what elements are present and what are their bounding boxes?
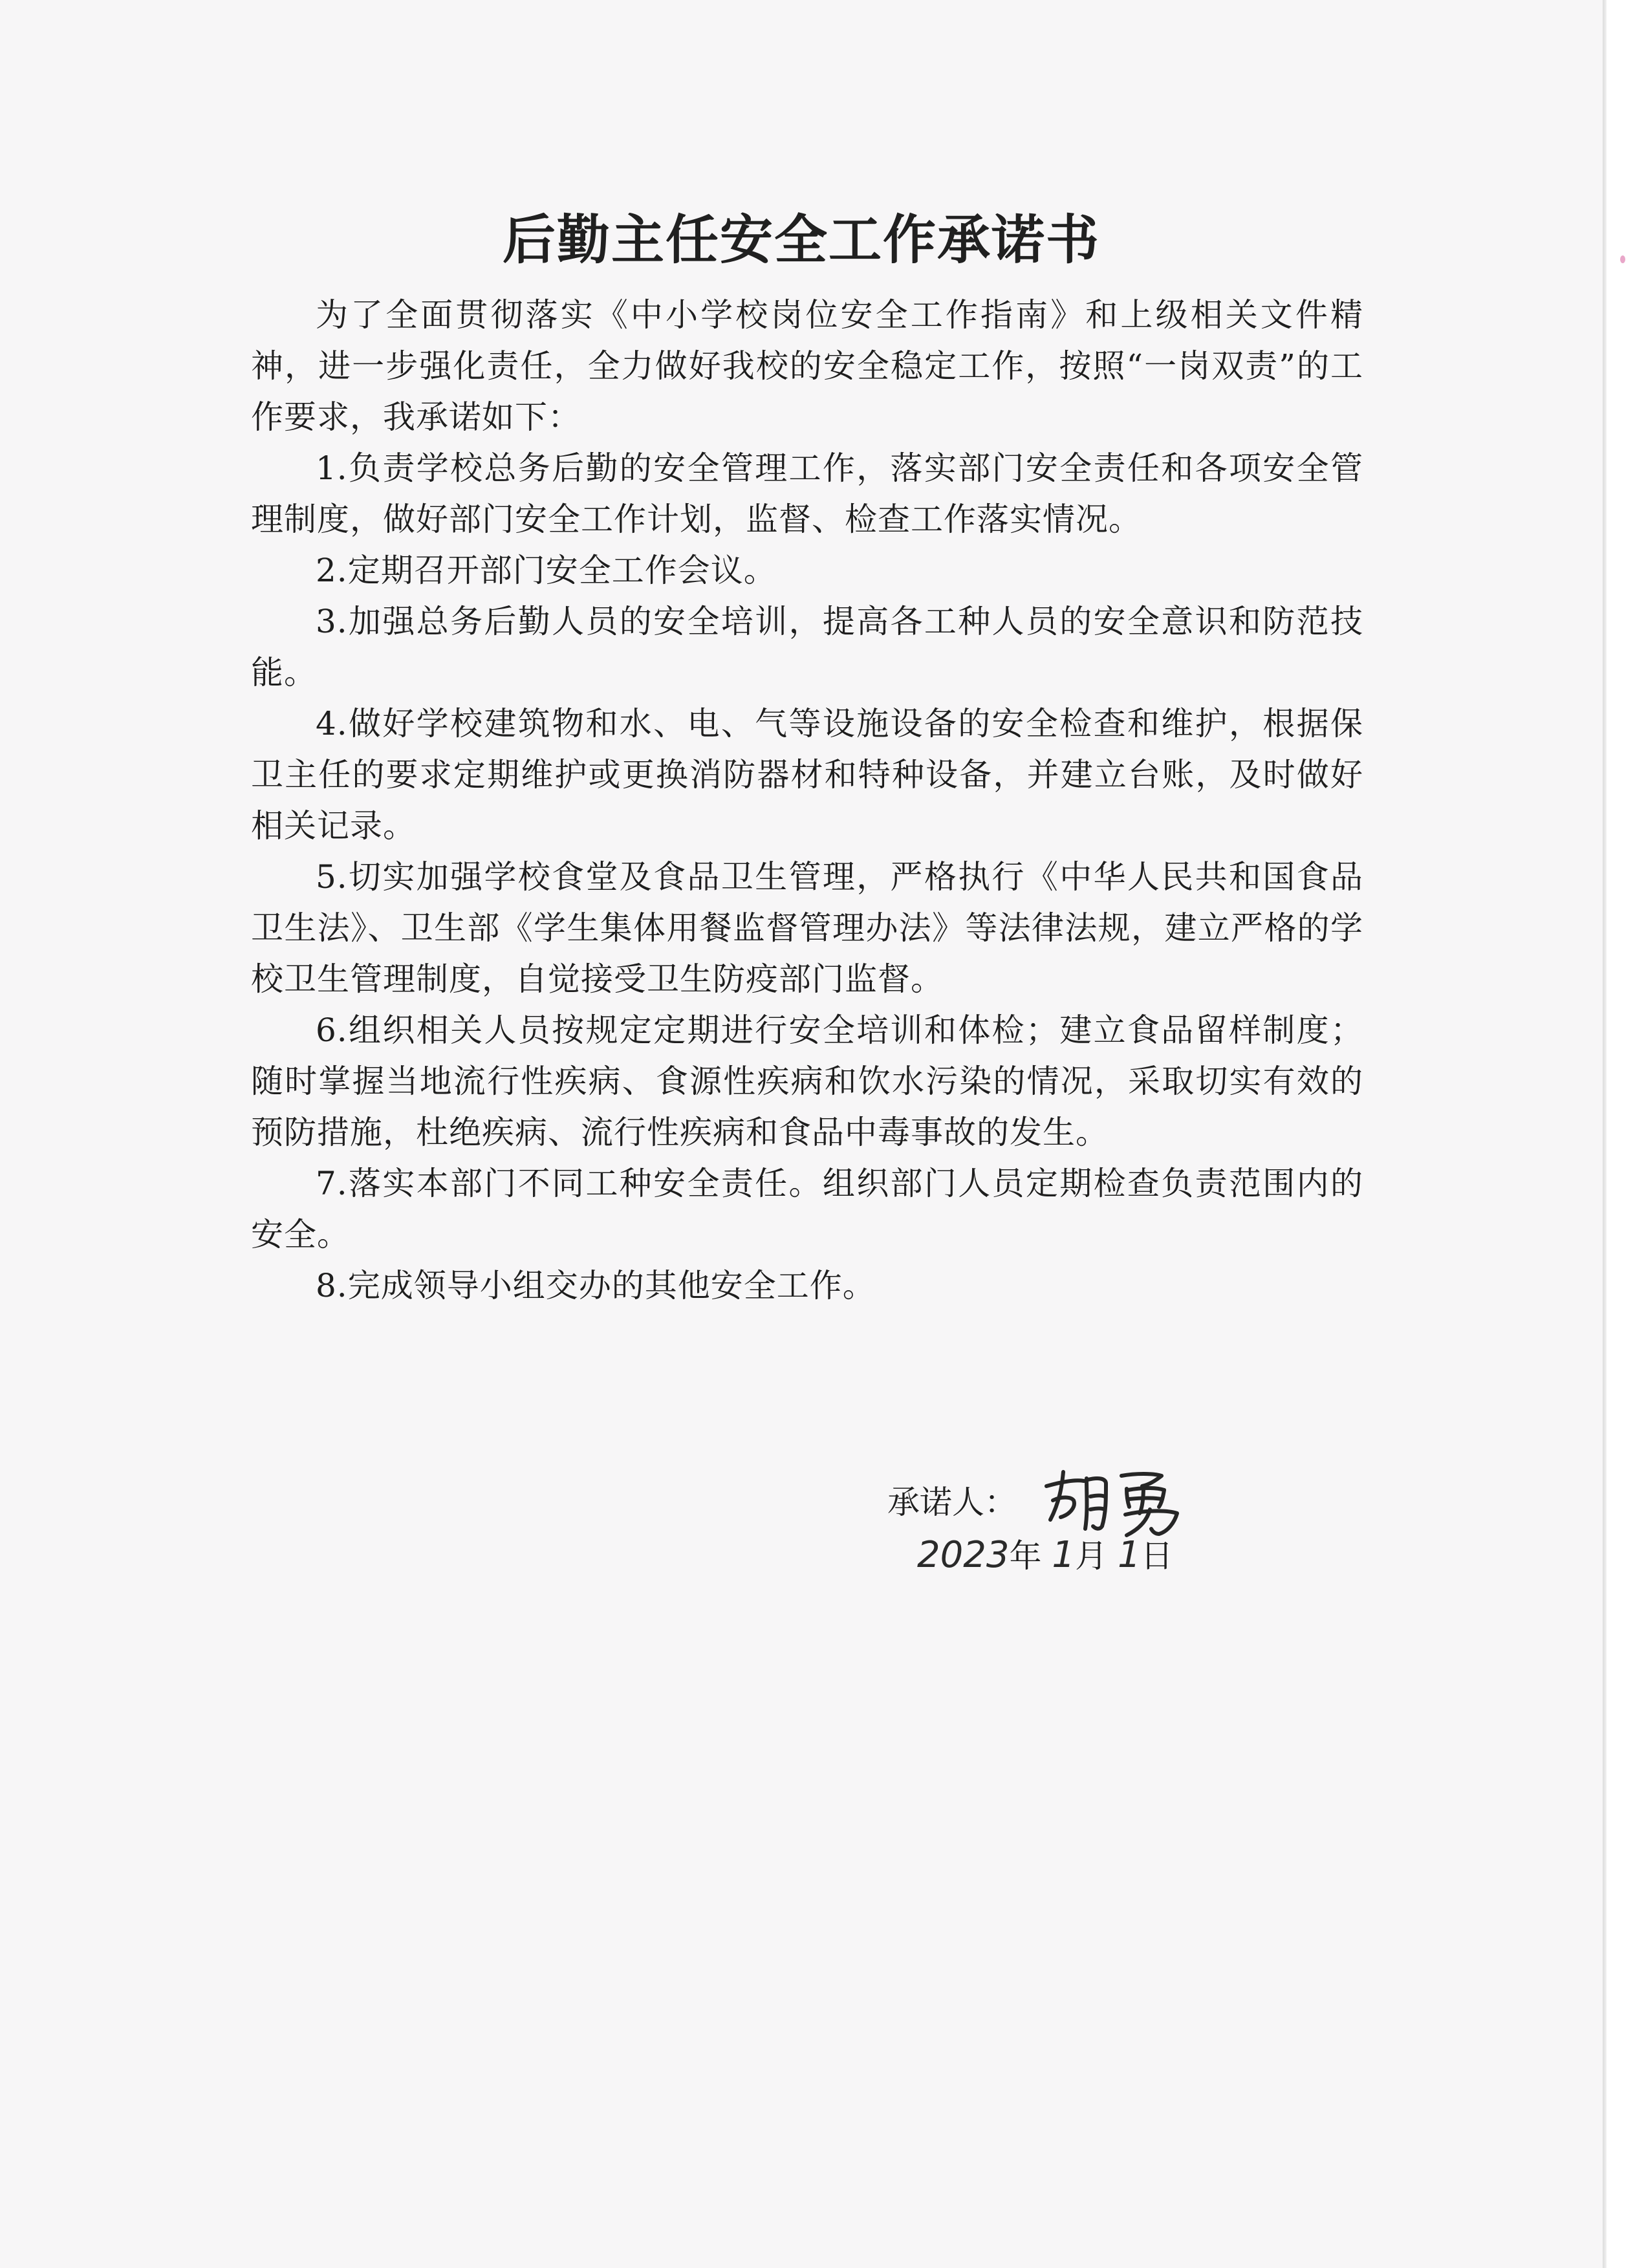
commitment-item-5: 5.切实加强学校食堂及食品卫生管理，严格执行《中华人民共和国食品卫生法》、卫生部《学生集体用餐监督管理办法》等法律法规，建立严格的学校卫生管理制度，自觉接受卫生防疫部门监督。 <box>251 858 1363 998</box>
commitment-item-1: 1.负责学校总务后勤的安全管理工作，落实部门安全责任和各项安全管理制度，做好部门安全工作计划，监督、检查工作落实情况。 <box>251 449 1363 538</box>
commitment-item-6: 6.组织相关人员按规定定期进行安全培训和体检；建立食品留样制度；随时掌握当地流行性疾病、食源性疾病和饮水污染的情况，采取切实有效的预防措施，杜绝疾病、流行性疾病和食品中毒事故的发生。 <box>251 1011 1363 1151</box>
signing-date <box>917 1533 1173 1579</box>
handwritten-signature <box>1039 1467 1187 1538</box>
date-month-suffix: 月 <box>1075 1537 1108 1575</box>
ink-smudge <box>1620 255 1625 263</box>
document-title: 后勤主任安全工作承诺书 <box>502 210 1100 271</box>
commitment-item-3: 3.加强总务后勤人员的安全培训，提高各工种人员的安全意识和防范技能。 <box>251 603 1363 691</box>
commitment-item-4: 4.做好学校建筑物和水、电、气等设施设备的安全检查和维护，根据保卫主任的要求定期维护或更换消防器材和特种设备，并建立台账，及时做好相关记录。 <box>251 705 1363 845</box>
date-year: 2023 <box>917 1534 1010 1576</box>
date-year-suffix: 年 <box>1009 1537 1042 1575</box>
intro-paragraph: 为了全面贯彻落实《中小学校岗位安全工作指南》和上级相关文件精神，进一步强化责任，全力做好我校的安全稳定工作，按照“一岗双责”的工作要求，我承诺如下： <box>251 296 1363 436</box>
date-day-suffix: 日 <box>1140 1537 1173 1575</box>
date-day: 1 <box>1117 1534 1141 1576</box>
date-month: 1 <box>1052 1534 1076 1576</box>
promisor-label: 承诺人： <box>887 1484 1017 1521</box>
commitment-item-7: 7.落实本部门不同工种安全责任。组织部门人员定期检查负责范围内的安全。 <box>251 1165 1363 1253</box>
commitment-item-8: 8.完成领导小组交办的其他安全工作。 <box>316 1267 876 1304</box>
document-body <box>251 290 1363 1312</box>
commitment-item-2: 2.定期召开部门安全工作会议。 <box>316 552 777 589</box>
signature-block <box>887 1467 1187 1538</box>
page-edge <box>1603 0 1607 2268</box>
